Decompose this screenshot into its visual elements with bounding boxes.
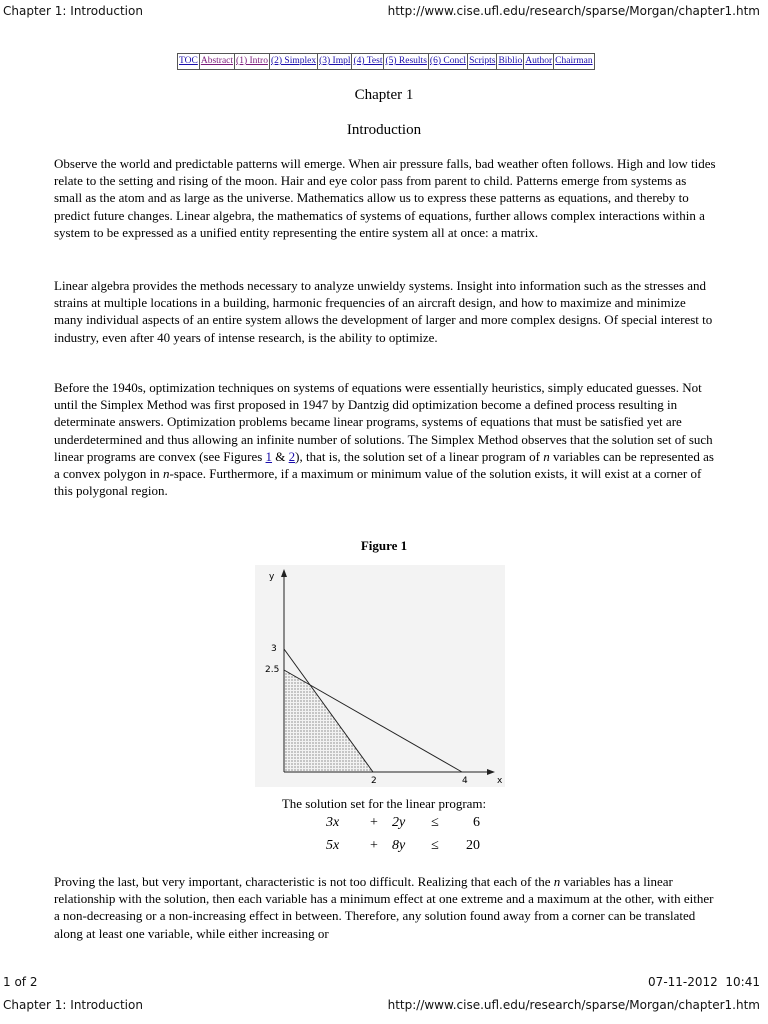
ineq2-rhs: 20 [466, 838, 480, 853]
y-tick-2-5: 2.5 [265, 665, 280, 675]
page-count: 1 of 2 [3, 975, 38, 989]
nav-toc[interactable]: TOC [178, 54, 200, 69]
y-axis-label: y [269, 572, 275, 582]
figure-caption: The solution set for the linear program: [281, 796, 487, 811]
nav-simplex[interactable]: (2) Simplex [270, 54, 318, 69]
figure-title: Figure 1 [360, 538, 408, 553]
nav-impl[interactable]: (3) Impl [318, 54, 352, 69]
nav-concl[interactable]: (6) Concl [429, 54, 468, 69]
x-tick-2: 2 [371, 776, 377, 786]
next-header-url[interactable]: http://www.cise.ufl.edu/research/sparse/Morgan/chapter1.htm [387, 998, 760, 1012]
p4-n-var: n [553, 874, 561, 889]
inequality-1 [326, 815, 480, 831]
nav-chairman[interactable]: Chairman [555, 56, 593, 66]
figure-1-link[interactable]: 1 [265, 448, 273, 464]
x-tick-4: 4 [462, 776, 468, 786]
chapter-nav [177, 53, 595, 70]
p3-n-space: n [163, 466, 170, 482]
ineq2-term-b: 8y [392, 838, 406, 853]
p3-text-a: Before the 1940s, optimization techniques on systems of equations were essentially heuristics, simply educated guesses. Not until the Simplex Method was first proposed in 1947 by Dantzig did optimization become a defined process resulting in determinate answers. Optimization problems became linear programs, systems of equations that must be satisfied yet are underdetermined and thus allowing an infinite number of solutions. The Simplex Method observes that the solution set of such linear programs are convex (see Figures [54, 380, 713, 464]
p4-text-a: Proving the last, but very important, characteristic is not too difficult. Realizing that each of the [54, 874, 554, 889]
nav-intro[interactable]: (1) Intro [235, 54, 270, 69]
header-url[interactable]: http://www.cise.ufl.edu/research/sparse/Morgan/chapter1.htm [387, 4, 760, 18]
ineq1-rhs: 6 [473, 815, 480, 830]
paragraph-1: Observe the world and predictable patterns will emerge. When air pressure falls, bad weather often follows. High and low tides relate to the setting and rising of the moon. Hair and eye color pass from parent to child. Patterns emerge from systems as small as the atom and as large as the universe. Mathematics allow us to express these patterns as equations, and thereby to predict future changes. Linear algebra, the mathematics of systems of equations, further allows complex interactions within a system to be expressed as a unified entity representing the entire system all at once: a matrix. [54, 156, 716, 240]
p3-text-d: -space. Furthermore, if a maximum or minimum value of the solution exists, it will exist at a corner of this polygonal region. [54, 466, 702, 499]
ineq2-term-a: 5x [326, 838, 340, 853]
p3-text-b: ), that is, the solution set of a linear program of [295, 448, 544, 464]
print-footer [3, 975, 760, 989]
chapter-number: Chapter 1 [354, 87, 414, 103]
next-header-title: Chapter 1: Introduction [3, 998, 143, 1012]
p3-amp: & [272, 448, 289, 464]
ineq1-term-a: 3x [326, 815, 340, 830]
nav-scripts[interactable]: Scripts [468, 54, 497, 69]
figure-2-link[interactable]: 2 [288, 448, 296, 464]
browser-header [3, 4, 760, 18]
figure-1-plot [255, 565, 505, 787]
x-axis-label: x [497, 776, 503, 786]
chapter-title: Introduction [346, 122, 422, 138]
ineq1-term-b: 2y [392, 815, 406, 830]
header-title: Chapter 1: Introduction [3, 4, 143, 18]
paragraph-3 [54, 379, 716, 499]
nav-biblio[interactable]: Biblio [497, 54, 524, 69]
nav-author[interactable]: Author [524, 54, 554, 69]
p3-text-c: variables can be represented as a convex polygon in [54, 448, 714, 482]
paragraph-2: Linear algebra provides the methods necessary to analyze unwieldy systems. Insight into information such as the stresses and strains at multiple locations in a building, harmonic frequencies of an aircraft design, and how to maximize and minimize many individual aspects of an entire system allows the development of larger and more complex designs. Of special interest to industry, even after 40 years of intense research, is the ability to optimize. [54, 278, 713, 345]
nav-abstract[interactable]: Abstract [200, 54, 235, 69]
ineq1-op: + [370, 815, 378, 830]
p3-n-var: n [543, 448, 550, 464]
ineq1-rel: ≤ [431, 815, 439, 830]
y-tick-3: 3 [271, 644, 277, 654]
ineq2-op: + [370, 838, 378, 853]
next-page-header [3, 998, 760, 1012]
inequality-2 [326, 838, 480, 854]
ineq2-rel: ≤ [431, 838, 439, 853]
nav-test[interactable]: (4) Test [352, 54, 384, 69]
p4-text-b: variables has a linear relationship with the solution, then each variable has a minimum effect at one extreme and a maximum at the other, with either a non-decreasing or a non-increasing effect in between. Therefore, any solution found away from a corner can be translated along at least one variable, while either increasing or [54, 874, 714, 941]
paragraph-4 [54, 873, 716, 942]
print-datetime: 07-11-2012 10:41 [648, 975, 760, 989]
nav-results[interactable]: (5) Results [384, 54, 428, 69]
